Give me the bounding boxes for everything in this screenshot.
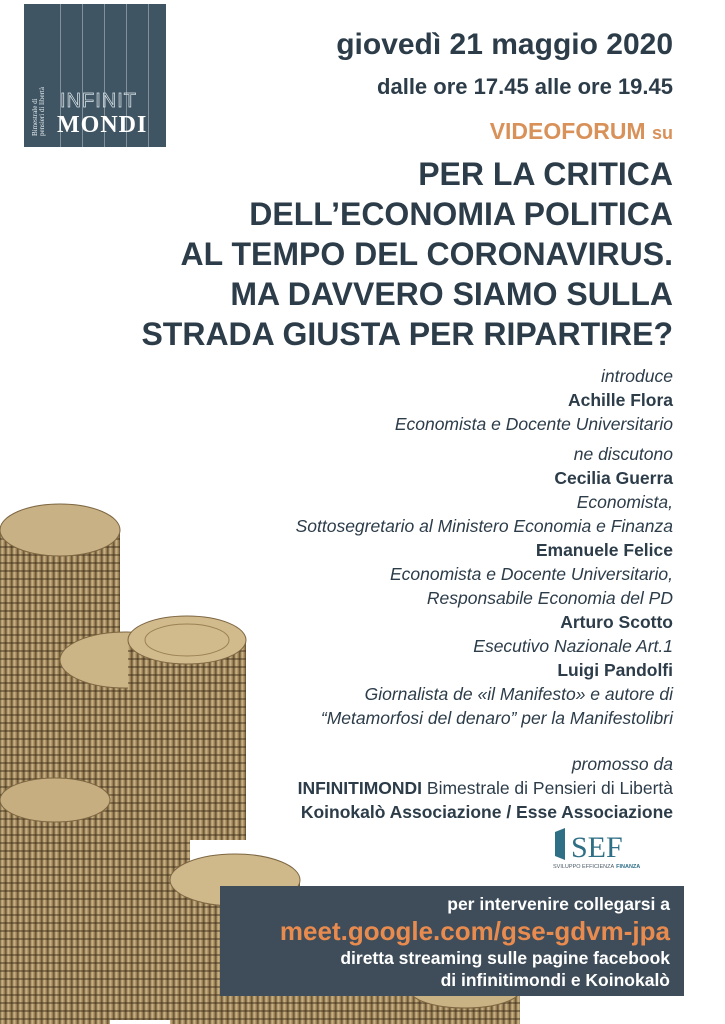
title-line: AL TEMPO DEL CORONAVIRUS. xyxy=(180,236,673,272)
event-title xyxy=(141,154,673,354)
speaker-role: Economista, xyxy=(576,492,673,512)
sef-tagline-a: SVILUPPO EFFICIENZA xyxy=(553,864,615,870)
connect-instructions: per intervenire collegarsi a xyxy=(447,894,670,914)
speaker-role: Giornalista de «il Manifesto» e autore di xyxy=(364,684,673,704)
speaker-role: Responsabile Economia del PD xyxy=(426,588,673,608)
logo-word-mondi: MONDI xyxy=(57,112,148,138)
promoters-section xyxy=(298,752,673,824)
title-line: MA DAVVERO SIAMO SULLA xyxy=(230,276,673,312)
event-time: dalle ore 17.45 alle ore 19.45 xyxy=(377,74,673,99)
connection-info-box xyxy=(220,886,684,996)
meet-link[interactable]: meet.google.com/gse-gdvm-jpa xyxy=(279,916,670,946)
promoter-description: Bimestrale di Pensieri di Libertà xyxy=(422,778,673,798)
sef-logo xyxy=(549,826,669,870)
streaming-pages: di infinitimondi e Koinokalò xyxy=(440,970,670,990)
promoter-line xyxy=(298,776,673,800)
intro-label: introduce xyxy=(601,366,673,386)
promoter-associations: Koinokalò Associazione / Esse Associazione xyxy=(300,802,673,822)
speaker-name: Luigi Pandolfi xyxy=(557,660,673,680)
format-label: VIDEOFORUM xyxy=(489,118,646,144)
speaker-role: “Metamorfosi del denaro” per la Manifestolibri xyxy=(320,708,673,728)
speaker-name: Arturo Scotto xyxy=(560,612,673,632)
speaker-role: Esecutivo Nazionale Art.1 xyxy=(473,636,673,656)
speaker-role: Economista e Docente Universitario, xyxy=(389,564,673,584)
event-date: giovedì 21 maggio 2020 xyxy=(336,28,673,61)
logo-line xyxy=(148,4,149,147)
infinitimondi-logo xyxy=(24,4,166,147)
promoted-label: promosso da xyxy=(571,754,673,774)
speaker-role: Economista e Docente Universitario xyxy=(394,414,673,434)
coin-stack xyxy=(0,778,110,1024)
format-suffix: su xyxy=(651,123,673,143)
logo-publisher-text: Bimestrale di pensieri di libertà xyxy=(31,87,46,136)
streaming-info: diretta streaming sulle pagine facebook xyxy=(340,948,670,968)
speaker-role: Sottosegretario al Ministero Economia e Finanza xyxy=(295,516,673,536)
speaker-name: Achille Flora xyxy=(567,390,673,410)
speakers-section xyxy=(296,364,673,730)
speaker-name: Emanuele Felice xyxy=(535,540,673,560)
logo-word-infinit: INFINIT xyxy=(60,90,137,112)
sef-mark-icon xyxy=(555,828,565,860)
discuss-label: ne discutono xyxy=(573,444,673,464)
speaker-name: Cecilia Guerra xyxy=(554,468,673,488)
title-line: STRADA GIUSTA PER RIPARTIRE? xyxy=(141,316,673,352)
title-line: PER LA CRITICA xyxy=(418,156,673,192)
coin-stack xyxy=(128,616,246,840)
sef-tagline-b: FINANZA xyxy=(616,864,641,870)
sef-tagline xyxy=(553,864,640,870)
sef-logo-text: SEF xyxy=(571,831,623,864)
event-format xyxy=(490,118,673,145)
promoter-name: INFINITIMONDI xyxy=(297,778,423,798)
title-line: DELL’ECONOMIA POLITICA xyxy=(249,196,673,232)
